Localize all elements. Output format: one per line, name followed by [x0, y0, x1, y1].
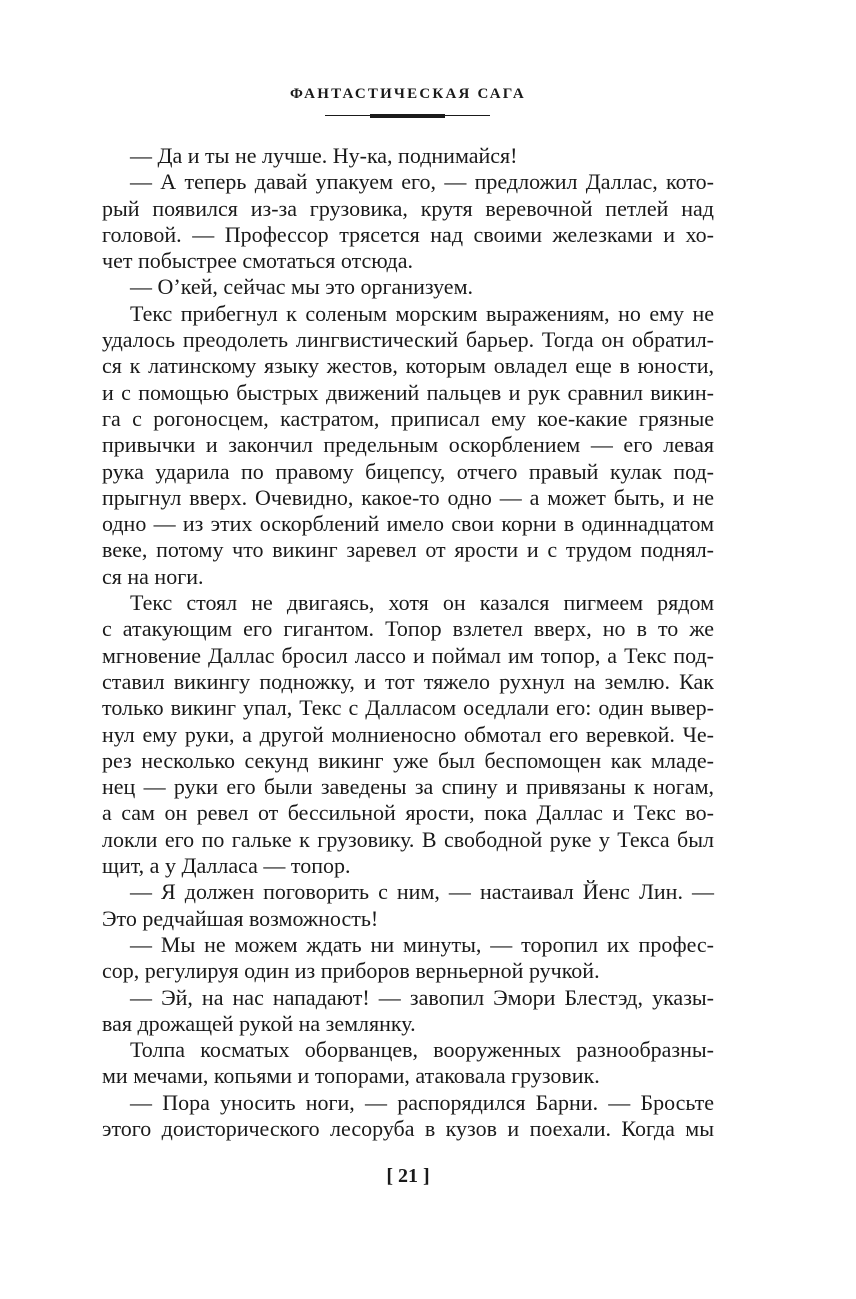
folio-bracket-open: [: [386, 1165, 393, 1187]
text-line: га с рогоносцем, кастратом, приписал ему кое-какие грязные: [102, 405, 714, 431]
text-line: щит, а у Далласа — топор.: [102, 853, 351, 879]
text-line: рый появился из-за грузовика, крутя веревочной петлей над: [102, 195, 714, 221]
text-line: и с помощью быстрых движений пальцев и рук сравнил викин-: [102, 379, 714, 405]
text-line: мгновение Даллас бросил лассо и поймал им топор, а Текс под-: [102, 642, 714, 668]
text-line: нец — руки его были заведены за спину и привязаны к ногам,: [102, 774, 714, 800]
text-line: Текс прибегнул к соленым морским выражениям, но ему не: [130, 300, 714, 326]
text-line: нул ему руки, а другой молниеносно обмотал его веревкой. Че-: [102, 721, 714, 747]
text-line: Это редчайшая возможность!: [102, 905, 379, 931]
text-line: рез несколько секунд викинг уже был беспомощен как младе-: [102, 747, 714, 773]
text-line: чет побыстрее смотаться отсюда.: [102, 248, 414, 274]
text-line: с атакующим его гигантом. Топор взлетел вверх, но в то же: [102, 616, 714, 642]
text-line: сор, регулируя один из приборов верньерной ручкой.: [102, 958, 600, 984]
text-line: Текс стоял не двигаясь, хотя он казался пигмеем рядом: [130, 590, 714, 616]
text-line: ся на ноги.: [102, 563, 204, 589]
text-line: этого доисторического лесоруба в кузов и поехали. Когда мы: [102, 1115, 714, 1141]
text-line: удалось преодолеть лингвистический барьер. Тогда он обратил-: [102, 327, 714, 353]
header-rule-accent: [370, 114, 445, 118]
text-line: а сам он ревел от бессильной ярости, пока Даллас и Текс во-: [102, 800, 714, 826]
text-line: привычки и закончил предельным оскорблением — его левая: [102, 432, 714, 458]
folio-bracket-close: ]: [423, 1165, 430, 1187]
running-title: ФАНТАСТИЧЕСКАЯ САГА: [290, 86, 526, 102]
text-line: — О’кей, сейчас мы это организуем.: [130, 274, 473, 300]
text-line: — Да и ты не лучше. Ну-ка, поднимайся!: [130, 143, 518, 168]
page-number-block: [0, 1165, 816, 1188]
text-line: одно — из этих оскорблений имело свои корни в одиннадцатом: [102, 511, 714, 537]
text-line: только викинг упал, Текс с Далласом оседлали его: один вывер-: [102, 695, 714, 721]
text-line: веке, потому что викинг заревел от ярости и с трудом поднял-: [102, 537, 714, 563]
page-number: 21: [398, 1165, 418, 1187]
text-line: вая дрожащей рукой на землянку.: [102, 1010, 416, 1036]
text-line: ми мечами, копьями и топорами, атаковала грузовик.: [102, 1063, 600, 1089]
text-line: рука ударила по правому бицепсу, отчего правый кулак под-: [102, 458, 714, 484]
text-line: ставил викингу подножку, и тот тяжело рухнул на землю. Как: [102, 668, 714, 694]
text-line: локли его по гальке к грузовику. В свободной руке у Текса был: [102, 826, 714, 852]
text-line: — Мы не можем ждать ни минуты, — торопил их профес-: [130, 931, 714, 957]
text-line: — Пора уносить ноги, — распорядился Барни. — Бросьте: [130, 1089, 714, 1115]
text-line: головой. — Профессор трясется над своими железками и хо-: [102, 221, 714, 247]
text-line: ся к латинскому языку жестов, которым овладел еще в юности,: [102, 353, 714, 379]
text-line: Толпа косматых оборванцев, вооруженных разнообразны-: [130, 1037, 714, 1063]
text-line: — А теперь давай упакуем его, — предложил Даллас, кото-: [130, 169, 714, 195]
body-text: [102, 143, 714, 1142]
text-line: — Я должен поговорить с ним, — настаивал Йенс Лин. —: [130, 879, 714, 905]
text-line: — Эй, на нас нападают! — завопил Эмори Блестэд, указы-: [130, 984, 714, 1010]
text-line: прыгнул вверх. Очевидно, какое-то одно — а может быть, и не: [102, 484, 714, 510]
